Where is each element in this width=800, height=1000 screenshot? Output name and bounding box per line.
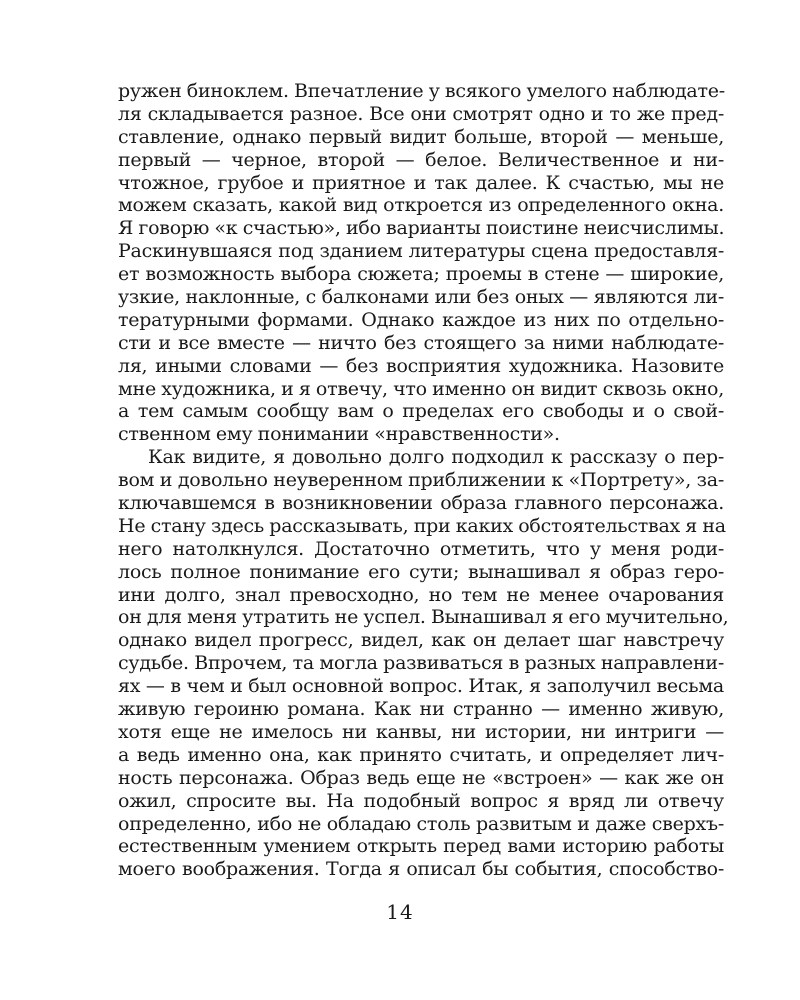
text-line: Не стану здесь рассказывать, при каких обстоятельствах я на bbox=[118, 514, 726, 537]
body-text bbox=[118, 80, 729, 881]
text-line: судьбе. Впрочем, та могла развиваться в разных направлени- bbox=[118, 652, 724, 675]
text-line: однако видел прогресс, видел, как он делает шаг навстречу bbox=[118, 629, 724, 652]
paragraph-start-line: Как видите, я довольно долго подходил к рассказу о пер- bbox=[148, 446, 724, 469]
text-line: ет возможность выбора сюжета; проемы в стене — широкие, bbox=[118, 263, 724, 286]
text-line: первый — черное, второй — белое. Величественное и ни- bbox=[118, 148, 724, 171]
text-line: а ведь именно она, как принято считать, и определяет лич- bbox=[118, 743, 724, 766]
text-line: ставление, однако первый видит больше, второй — меньше, bbox=[118, 125, 724, 148]
text-line: узкие, наклонные, с балконами или без оных — являются ли- bbox=[118, 286, 724, 309]
text-line: естественным умением открыть перед вами историю работы bbox=[118, 835, 724, 858]
text-line: Я говорю «к счастью», ибо варианты поистине неисчислимы. bbox=[118, 217, 725, 240]
text-line: него натолкнулся. Достаточно отметить, что у меня роди- bbox=[118, 537, 724, 560]
text-line: Раскинувшаяся под зданием литературы сцена предоставля- bbox=[118, 240, 724, 263]
text-line: ях — в чем и был основной вопрос. Итак, я заполучил весьма bbox=[118, 675, 724, 698]
text-line: живую героиню романа. Как ни странно — именно живую, bbox=[118, 698, 724, 721]
text-line: он для меня утратить не успел. Вынашивал я его мучительно, bbox=[118, 606, 729, 629]
text-line: мне художника, и я отвечу, что именно он видит сквозь окно, bbox=[118, 377, 724, 400]
text-line: тературными формами. Однако каждое из них по отдельно- bbox=[118, 308, 724, 331]
text-line: моего воображения. Тогда я описал бы события, способство- bbox=[118, 858, 724, 881]
text-line: вом и довольно неуверенном приближении к «Портрету», за- bbox=[118, 469, 724, 492]
text-line: а тем самым сообщу вам о пределах его свободы и о свой- bbox=[118, 400, 724, 423]
text-line: определенно, ибо не обладаю столь развитым и даже сверхъ- bbox=[118, 812, 724, 835]
text-line: ожил, спросите вы. На подобный вопрос я вряд ли отвечу bbox=[118, 789, 724, 812]
paragraph-end-line: ственном ему понимании «нравственности». bbox=[118, 423, 560, 446]
text-line: ини долго, знал превосходно, но тем не менее очарования bbox=[118, 583, 724, 606]
text-line: ключавшемся в возникновении образа главного персонажа. bbox=[118, 492, 724, 515]
text-line: чтожное, грубое и приятное и так далее. К счастью, мы не bbox=[118, 171, 724, 194]
text-line: лось полное понимание его сути; вынашивал я образ геро- bbox=[118, 560, 724, 583]
text-line: ность персонажа. Образ ведь еще не «встроен» — как же он bbox=[118, 766, 724, 789]
text-line: ля, иными словами — без восприятия художника. Назовите bbox=[118, 354, 724, 377]
text-line: ружен биноклем. Впечатление у всякого умелого наблюдате- bbox=[118, 80, 725, 102]
text-line: ля складывается разное. Все они смотрят одно и то же пред- bbox=[118, 102, 724, 125]
page-number: 14 bbox=[386, 900, 414, 924]
text-line: можем сказать, какой вид откроется из определенного окна. bbox=[118, 194, 724, 217]
text-line: хотя еще не имелось ни канвы, ни истории, ни интриги — bbox=[118, 720, 724, 743]
text-line: сти и все вместе — ничто без стоящего за ними наблюдате- bbox=[118, 331, 724, 354]
